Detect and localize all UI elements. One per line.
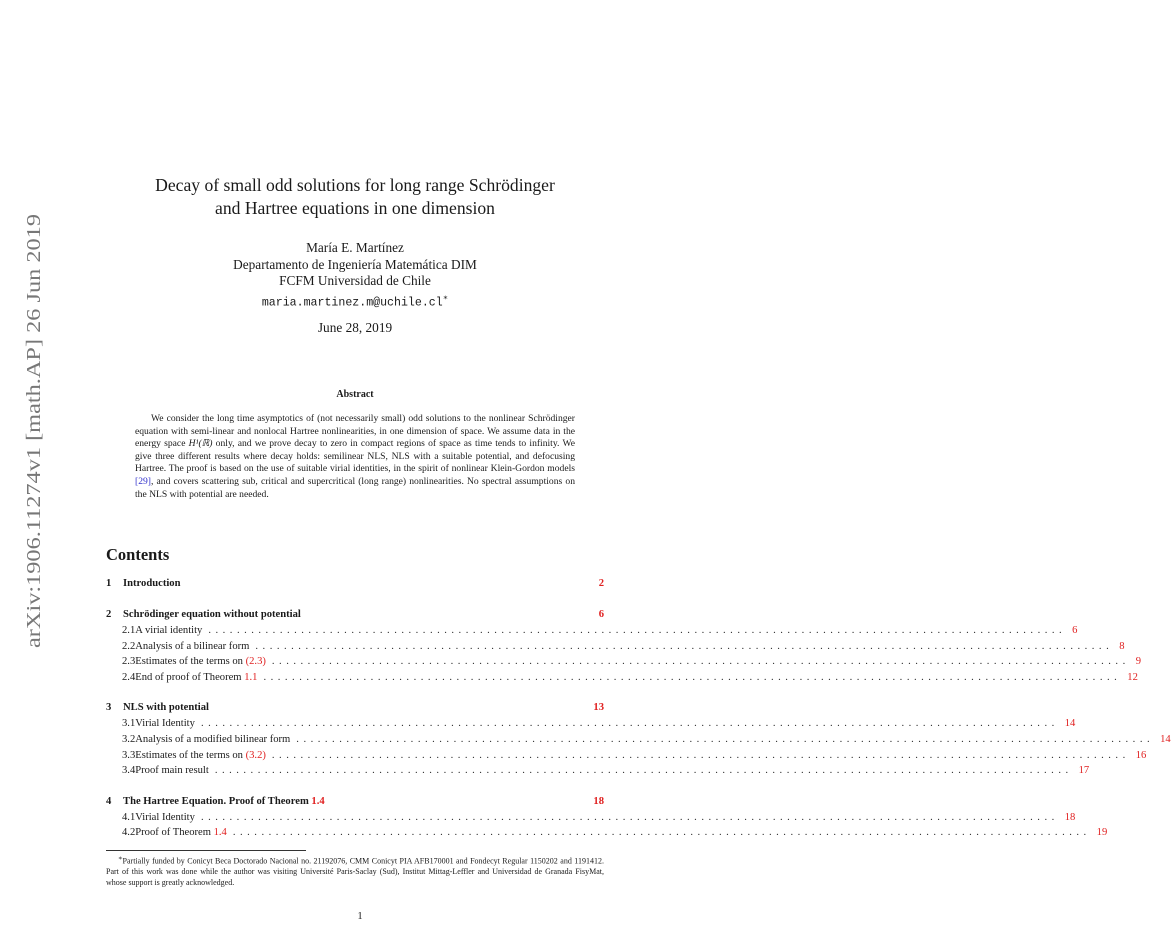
toc-subsection-entry[interactable] [106,749,1147,766]
toc-subsection-label: Analysis of a modified bilinear form [135,733,291,745]
toc-page-link[interactable]: 14 [1160,733,1171,745]
toc-section-title [123,609,599,620]
toc-subsection-label: Virial Identity [135,811,195,823]
toc-section-label: The Hartree Equation. Proof of Theorem [123,795,312,807]
toc-subsection-entry[interactable] [106,656,1142,672]
paper-date: June 28, 2019 [317,320,393,335]
toc-section-label: Introduction [123,578,181,589]
toc-page-link[interactable]: 2 [598,578,604,589]
toc-subsection-number: 3.4 [122,765,136,777]
toc-subsection-title [135,765,209,776]
toc-equation-ref[interactable]: 1.1 [244,671,258,683]
toc-section-entry[interactable] [106,609,604,625]
toc-subsection-number: 4.1 [122,811,136,823]
toc-subsection-number: 2.2 [122,640,136,652]
footnote-mark: ∗ [118,855,123,862]
toc-page-link[interactable]: 17 [1078,765,1090,777]
toc-subsection-title [135,641,249,652]
toc-subsection-number: 4.2 [122,827,136,839]
toc-section-label: Schrödinger equation without potential [123,609,301,620]
toc-subsection-number: 2.3 [122,656,136,668]
abstract-text-a: We consider the long time asymptotics of (not necessarily small) odd solutions to the nonlinear Schrödinger equation with semi-linear and nonlocal Hartree nonlinearities, in one dimension of space. We assume data in the energy space [135,413,575,450]
arxiv-stamp-text: arXiv:1906.11274v1 [math.AP] 26 Jun 2019 [24,299,45,648]
toc-subsection-title [135,827,227,838]
toc-section-number: 3 [106,702,112,714]
toc-subsection-entry[interactable] [106,811,1076,828]
abstract-text-b: only, and we prove decay to zero in compact regions of space as time tends to infinity. We give three different results where decay holds: semilinear NLS, NLS with a suitable potential, and defocusing Hartree. The proof is based on the use of suitable virial identities, in the spirit of nonlinear Klein-Gordon models [135,438,576,475]
toc-subsection-label: End of proof of Theorem [135,671,245,683]
author-email-line [100,290,610,312]
toc-subsection-title [135,812,195,823]
toc-subsection-label: Estimates of the terms on [135,656,246,668]
abstract-math: H¹(ℝ) [188,438,213,450]
toc-page-link[interactable]: 19 [1096,827,1108,839]
toc-subsection-title [135,672,257,683]
toc-subsection-entry[interactable] [106,733,1171,750]
toc-subsection-entry[interactable] [106,640,1125,657]
author-email[interactable]: maria.martinez.m@uchile.cl [261,295,443,309]
toc-section-number: 2 [106,609,112,620]
toc-leader-dots: ........................................................................................................................ [271,656,1130,668]
toc-leader-dots: ........................................................................................................................ [200,718,1059,730]
abstract-heading: Abstract [336,389,374,400]
toc-section-entry[interactable] [106,578,604,594]
toc-subsection-number: 3.1 [122,718,136,730]
toc-page-link[interactable]: 8 [1119,640,1125,652]
title-line-2: and Hartree equations in one dimension [215,198,495,218]
footnote-rule [106,850,306,851]
toc-subsection-title [135,625,202,636]
toc-subsection-entry[interactable] [106,827,1108,843]
table-of-contents [106,578,1171,843]
toc-subsection-number: 2.4 [122,671,136,683]
toc-page-link[interactable]: 18 [593,795,604,807]
toc-subsection-label: Proof main result [135,765,209,777]
toc-gap [106,594,604,609]
author-block [100,240,610,311]
toc-section-entry[interactable] [106,702,604,718]
toc-page-link[interactable]: 12 [1127,671,1138,683]
toc-subsection-entry[interactable] [106,718,1076,734]
paper-title [100,174,610,220]
toc-section-label: NLS with potential [123,702,209,714]
toc-leader-dots: ........................................................................................................................ [214,765,1073,777]
toc-subsection-title [135,734,290,745]
author-footnote-mark[interactable]: ∗ [442,292,449,302]
toc-subsection-entry[interactable] [106,671,1138,688]
toc-section-entry[interactable] [106,796,604,812]
toc-subsection-label: Analysis of a bilinear form [135,640,250,652]
toc-subsection-title [135,718,195,729]
title-line-1: Decay of small odd solutions for long range Schrödinger [155,175,555,195]
footnote-text: Partially funded by Conicyt Beca Doctorado Nacional no. 21192076, CMM Conicyt PIA AFB170001 and Fondecyt Regular 1150202 and 1191412. Part of this work was done while the author was visiting Université Paris-Saclay (Sud), Institut Mittag-Leffler and Universidad de Granada FisyMat, whose support is greatly acknowledged. [106,856,604,887]
toc-equation-ref[interactable]: 1.4 [213,827,227,839]
toc-leader-dots: ........................................................................................................................ [208,625,1067,636]
toc-section-title [123,578,599,589]
toc-page-link[interactable]: 9 [1135,656,1142,668]
toc-leader-dots: ........................................................................................................................ [271,749,1130,761]
contents-heading: Contents [106,545,170,564]
toc-page-link[interactable]: 6 [1072,625,1078,636]
toc-leader-dots: ........................................................................................................................ [232,827,1091,839]
toc-subsection-label: Virial Identity [135,718,195,730]
toc-leader-dots: ........................................................................................................................ [263,671,1122,683]
abstract-body [135,413,575,501]
toc-page-link[interactable]: 6 [598,609,604,620]
toc-subsection-number: 3.2 [122,733,136,745]
toc-section-number: 1 [106,578,112,589]
toc-subsection-label: Estimates of the terms on [135,749,246,761]
author-department: Departamento de Ingeniería Matemática DIM [233,256,477,272]
toc-section-number: 4 [106,795,112,807]
toc-gap [106,687,604,702]
toc-subsection-label: A virial identity [135,625,203,636]
author-faculty: FCFM Universidad de Chile [279,273,431,288]
page-number: 1 [357,911,363,922]
toc-leader-dots: ........................................................................................................................ [296,733,1155,745]
toc-equation-ref[interactable]: (3.2) [245,749,266,761]
toc-subsection-title [135,656,266,667]
toc-section-title [123,702,593,713]
toc-theorem-ref[interactable]: 1.4 [311,795,325,807]
toc-subsection-number: 2.1 [122,625,136,636]
abstract-citation[interactable]: [29] [135,475,151,487]
toc-page-link[interactable]: 13 [593,702,604,714]
footnote [106,854,604,888]
toc-section-title [123,796,593,807]
toc-subsection-title [135,750,266,761]
toc-gap [106,781,604,796]
toc-subsection-entry[interactable] [106,765,1090,781]
toc-subsection-number: 3.3 [122,749,136,761]
toc-equation-ref[interactable]: (2.3) [245,656,266,668]
toc-subsection-label: Proof of Theorem [135,827,214,839]
arxiv-stamp [18,210,48,650]
toc-subsection-entry[interactable] [106,625,1078,641]
toc-leader-dots: ........................................................................................................................ [255,640,1114,652]
toc-page-link[interactable]: 16 [1135,749,1147,761]
abstract-text-c: , and covers scattering sub, critical and supercritical (long range) nonlinearities. No spectral assumptions on the NLS with potential are needed. [135,475,575,500]
toc-leader-dots: ........................................................................................................................ [200,811,1059,823]
toc-page-link[interactable]: 14 [1064,718,1076,730]
toc-page-link[interactable]: 18 [1064,811,1076,823]
author-name: María E. Martínez [306,240,404,255]
